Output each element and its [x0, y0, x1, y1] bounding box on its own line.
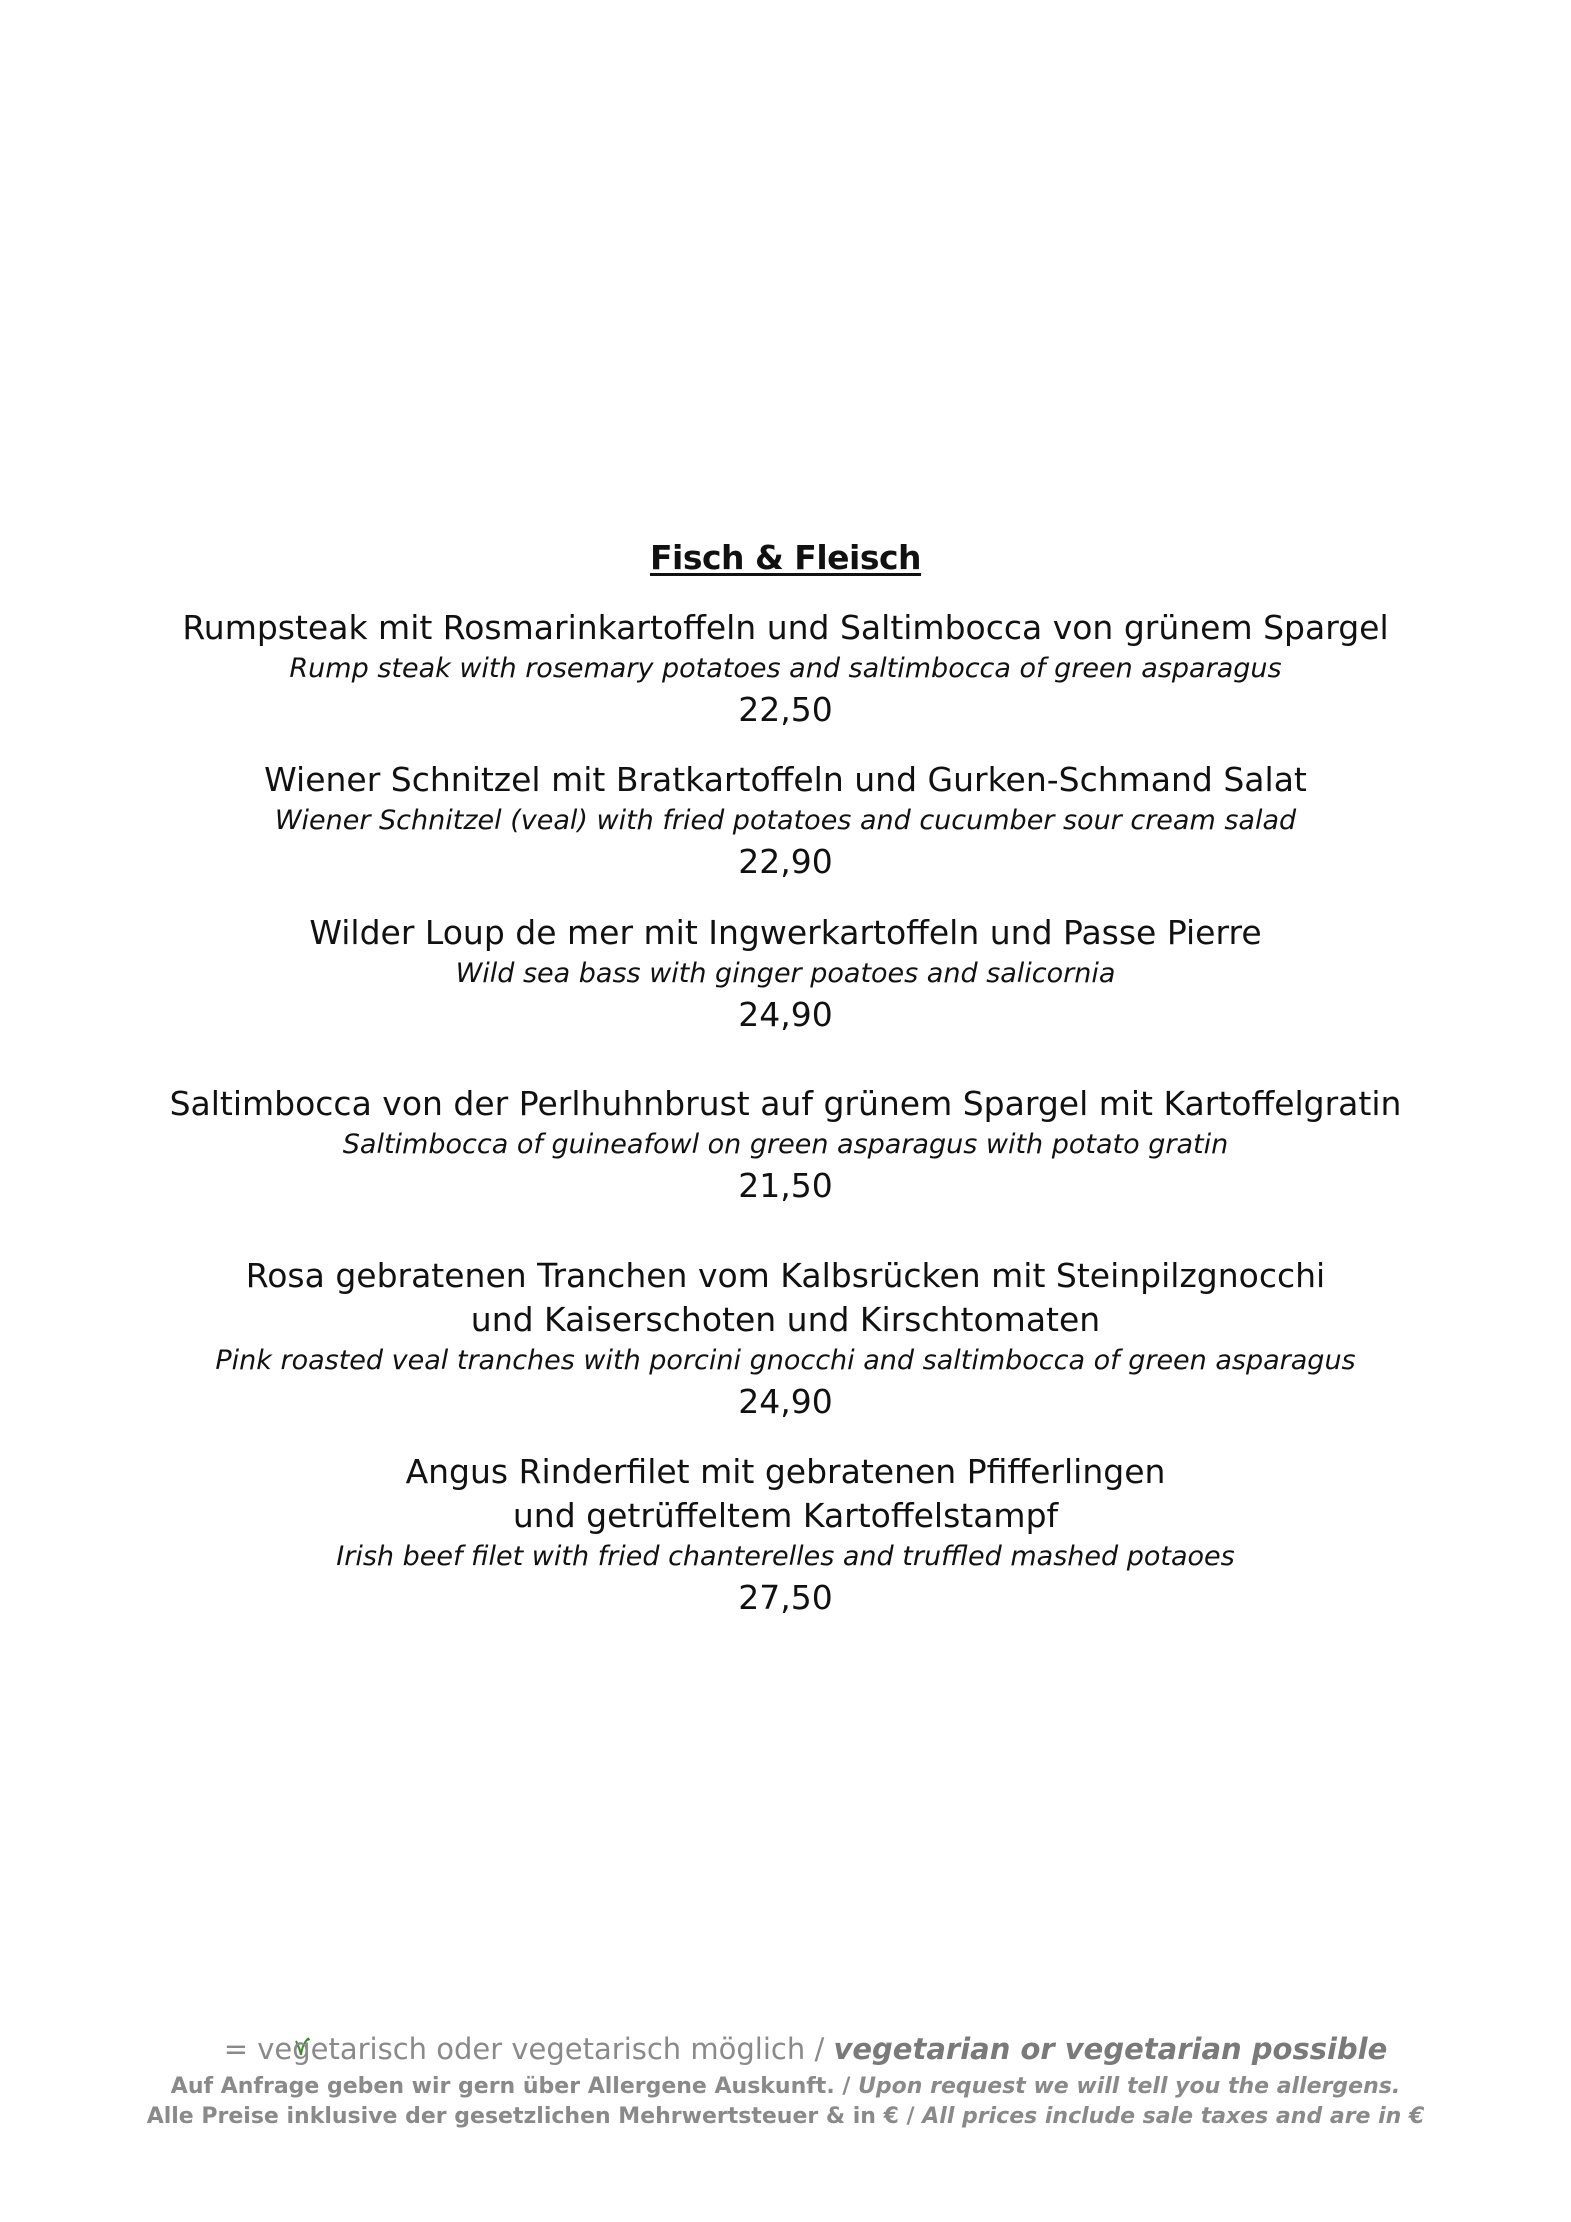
dish-name-de-line2: und getrüffeltem Kartoffelstampf — [512, 1496, 1059, 1535]
menu-item — [0, 1254, 1571, 1424]
dish-name-de: Rosa gebratenen Tranchen vom Kalbsrücken mit Steinpilzgnocchi — [245, 1256, 1326, 1295]
dish-name-en: Irish beef filet with fried chanterelles and truffled mashed potaoes — [336, 1541, 1235, 1572]
allergen-note — [0, 2072, 1571, 2102]
dish-name-en: Rump steak with rosemary potatoes and saltimbocca of green asparagus — [289, 653, 1282, 684]
dish-price: 24,90 — [738, 1382, 833, 1421]
dish-name-de-line2: und Kaiserschoten und Kirschtomaten — [470, 1300, 1101, 1339]
menu-item — [0, 606, 1571, 732]
vegetarian-note-de: = vegetarisch oder vegetarisch möglich / — [223, 2032, 825, 2066]
dish-name-en: Saltimbocca of guineafowl on green asparagus with potato gratin — [342, 1129, 1229, 1160]
vegetarian-note — [0, 2030, 1571, 2068]
menu-item — [0, 911, 1571, 1037]
dish-name-de: Wilder Loup de mer mit Ingwerkartoffeln und Passe Pierre — [309, 913, 1262, 952]
allergen-note-en: Upon request we will tell you the allergens. — [858, 2074, 1401, 2099]
tax-note-en: All prices include sale taxes and are in € — [922, 2104, 1425, 2129]
menu-item — [0, 1082, 1571, 1208]
dish-price: 27,50 — [738, 1578, 833, 1617]
dish-name-en: Pink roasted veal tranches with porcini gnocchi and saltimbocca of green asparagus — [215, 1345, 1356, 1376]
dish-price: 22,50 — [738, 690, 833, 729]
menu-item — [0, 1450, 1571, 1620]
allergen-note-de: Auf Anfrage geben wir gern über Allergene Auskunft. / — [170, 2074, 851, 2099]
section-title: Fisch & Fleisch — [649, 538, 922, 577]
dish-name-en: Wiener Schnitzel (veal) with fried potatoes and cucumber sour cream salad — [274, 805, 1297, 836]
dish-price: 21,50 — [738, 1166, 833, 1205]
dish-name-de: Saltimbocca von der Perlhuhnbrust auf grünem Spargel mit Kartoffelgratin — [169, 1084, 1402, 1123]
dish-name-en: Wild sea bass with ginger poatoes and salicornia — [455, 958, 1116, 989]
tax-note — [0, 2102, 1571, 2132]
dish-name-de: Wiener Schnitzel mit Bratkartoffeln und Gurken-Schmand Salat — [264, 760, 1307, 799]
tax-note-de: Alle Preise inklusive der gesetzlichen Mehrwertsteuer & in € / — [146, 2104, 915, 2129]
menu-item — [0, 758, 1571, 884]
dish-name-de: Angus Rinderfilet mit gebratenen Pfifferlingen — [405, 1452, 1166, 1491]
vegetarian-note-en: vegetarian or vegetarian possible — [833, 2032, 1388, 2066]
dish-price: 24,90 — [738, 995, 833, 1034]
dish-name-de: Rumpsteak mit Rosmarinkartoffeln und Saltimbocca von grünem Spargel — [182, 608, 1389, 647]
dish-price: 22,90 — [738, 842, 833, 881]
